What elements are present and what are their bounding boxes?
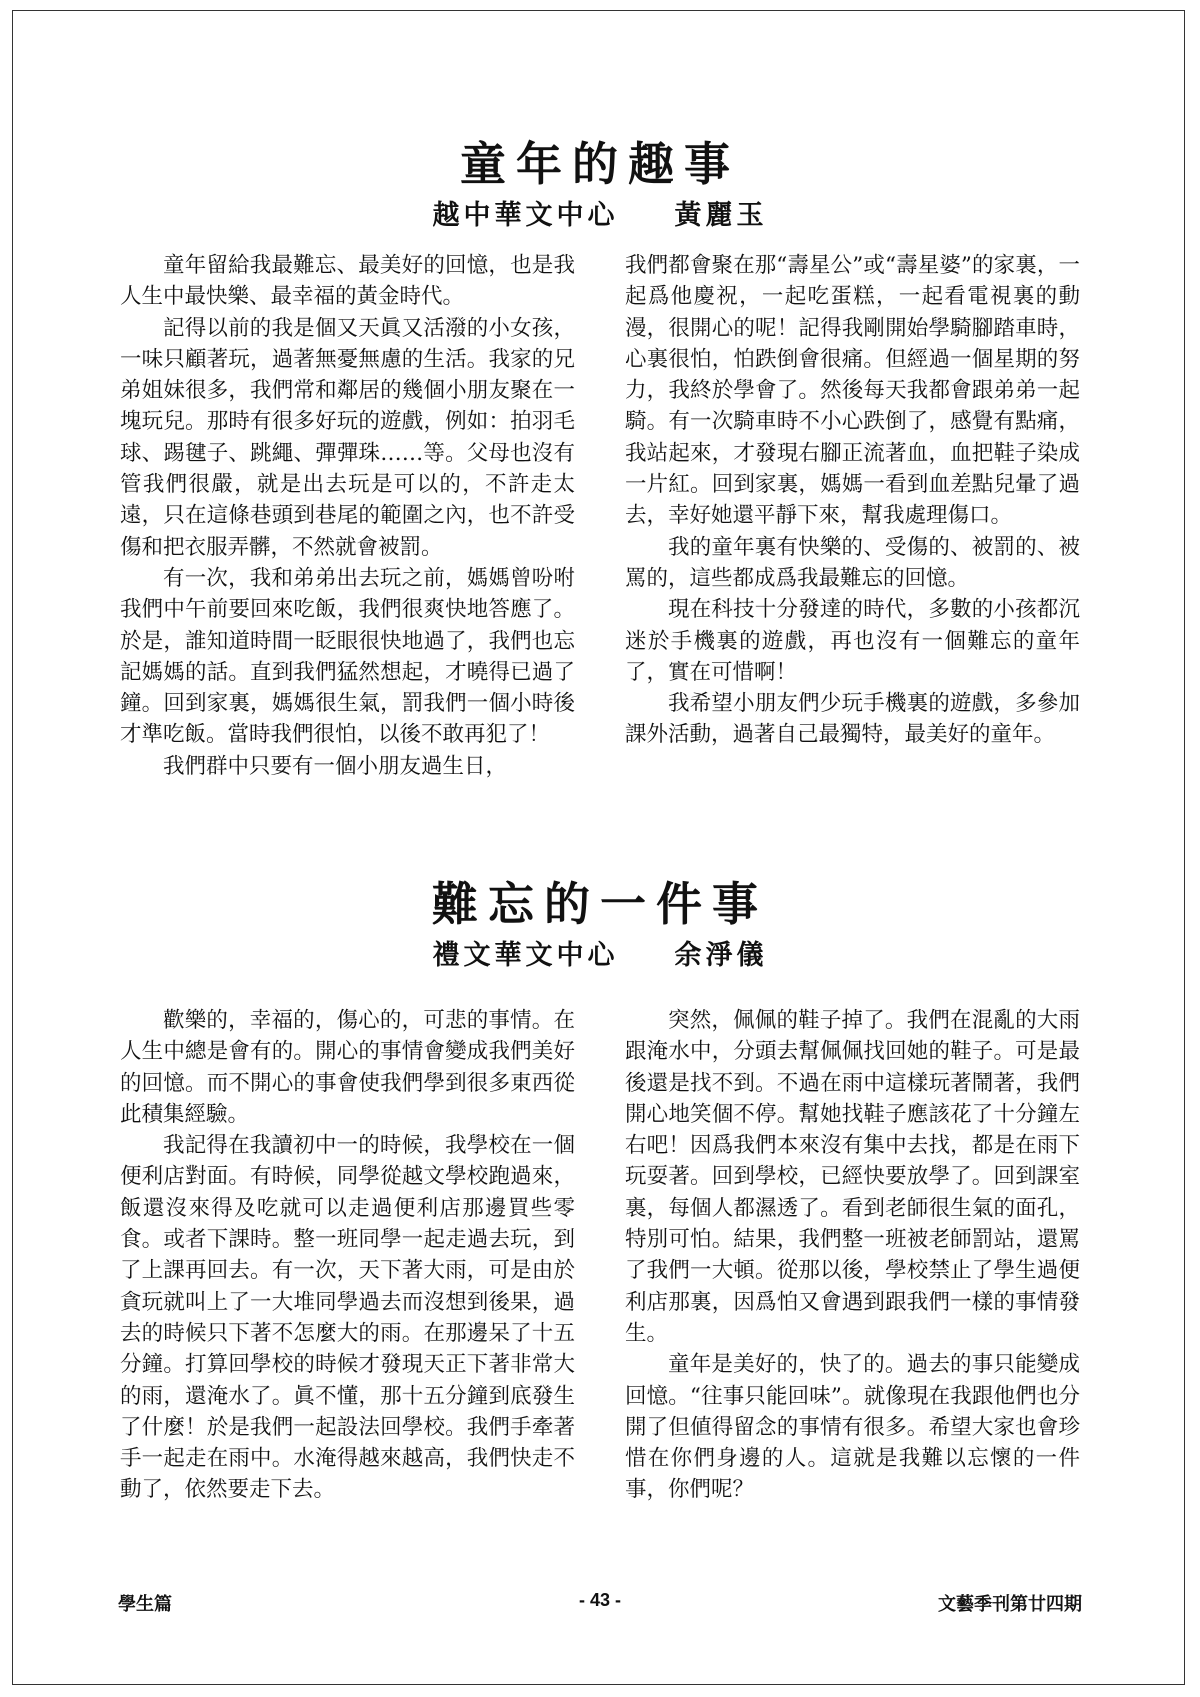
paragraph: 我們群中只要有一個小朋友過生日，	[163, 753, 508, 779]
article1-author: 黃麗玉	[674, 200, 768, 231]
article2-right-column	[625, 1005, 1080, 1506]
article2-title: 難忘的一件事	[432, 877, 768, 931]
footer-section: 學生篇	[118, 1594, 172, 1614]
footer-page-number: - 43 -	[578, 1590, 621, 1610]
paragraph: 我希望小朋友們少玩手機裏的遊戲，多參加課外活動，過著自己最獨特，最美好的童年。	[625, 691, 1080, 748]
article1-title: 童年的趣事	[460, 137, 740, 191]
paragraph: 童年留給我最難忘、最美好的回憶，也是我人生中最快樂、最幸福的黃金時代。	[120, 253, 575, 310]
article2-org: 禮文華文中心	[432, 940, 619, 971]
article2-left-column	[120, 1005, 575, 1506]
paragraph: 記得以前的我是個又天眞又活潑的小女孩，一味只顧著玩，過著無憂無慮的生活。我家的兄弟姐妹很多，我們常和鄰居的幾個小朋友聚在一塊玩兒。那時有很多好玩的遊戲，例如：拍羽毛球、踢毽子、跳繩、彈彈珠……等。父母也沒有管我們很嚴，就是出去玩是可以的，不許走太遠，只在這條巷頭到巷尾的範圍之內，也不許受傷和把衣服弄髒，不然就會被罰。	[120, 315, 575, 560]
paragraph: 現在科技十分發達的時代，多數的小孩都沉迷於手機裏的遊戲，再也沒有一個難忘的童年了，實在可惜啊！	[625, 597, 1080, 685]
article1-left-column	[120, 250, 575, 782]
article2-author: 余淨儀	[674, 940, 768, 971]
footer-publication: 文藝季刊第廿四期	[938, 1594, 1082, 1614]
paragraph: 童年是美好的，快了的。過去的事只能變成回憶。“往事只能回味”。就像現在我跟他們也分開了但値得留念的事情有很多。希望大家也會珍惜在你們身邊的人。這就是我難以忘懷的一件事，你們呢？	[625, 1352, 1080, 1503]
article1-byline	[0, 193, 1200, 232]
article1-right-column	[625, 250, 1080, 751]
paragraph: 歡樂的，幸福的，傷心的，可悲的事情。在人生中總是會有的。開心的事情會變成我們美好的回憶。而不開心的事會使我們學到很多東西從此積集經驗。	[120, 1008, 575, 1127]
paragraph: 突然，佩佩的鞋子掉了。我們在混亂的大雨跟淹水中，分頭去幫佩佩找回她的鞋子。可是最後還是找不到。不過在雨中這樣玩著鬧著，我們開心地笑個不停。幫她找鞋子應該花了十分鐘左右吧！因爲我們本來沒有集中去找，都是在雨下玩耍著。回到學校，已經快要放學了。回到課室裏，每個人都濕透了。看到老師很生氣的面孔，特別可怕。結果，我們整一班被老師罰站，還罵了我們一大頓。從那以後，學校禁止了學生過便利店那裏，因爲怕又會遇到跟我們一樣的事情發生。	[625, 1008, 1080, 1346]
paragraph: 我記得在我讀初中一的時候，我學校在一個便利店對面。有時候，同學從越文學校跑過來，飯還沒來得及吃就可以走過便利店那邊買些零食。或者下課時。整一班同學一起走過去玩，到了上課再回去。有一次，天下著大雨，可是由於貪玩就叫上了一大堆同學過去而沒想到後果，過去的時候只下著不怎麼大的雨。在那邊呆了十五分鐘。打算回學校的時候才發現天正下著非常大的雨，還淹水了。眞不懂，那十五分鐘到底發生了什麼！於是我們一起設法回學校。我們手牽著手一起走在雨中。水淹得越來越高，我們快走不動了，依然要走下去。	[120, 1133, 575, 1503]
paragraph: 我的童年裏有快樂的、受傷的、被罰的、被罵的，這些都成爲我最難忘的回憶。	[625, 534, 1080, 591]
article2-byline	[0, 933, 1200, 972]
paragraph-continued: 我們都會聚在那“壽星公”或“壽星婆”的家裏，一起爲他慶祝，一起吃蛋糕，一起看電視裏的動漫，很開心的呢！記得我剛開始學騎腳踏車時，心裏很怕，怕跌倒會很痛。但經過一個星期的努力，我終於學會了。然後每天我都會跟弟弟一起騎。有一次騎車時不小心跌倒了，感覺有點痛，我站起來，才發現右腳正流著血，血把鞋子染成一片紅。回到家裏，媽媽一看到血差點兒暈了過去，幸好她還平靜下來，幫我處理傷口。	[625, 253, 1080, 529]
article1-org: 越中華文中心	[432, 200, 619, 231]
paragraph: 有一次，我和弟弟出去玩之前，媽媽曾吩咐我們中午前要回來吃飯，我們很爽快地答應了。於是，誰知道時間一眨眼很快地過了，我們也忘記媽媽的話。直到我們猛然想起，才曉得已過了鐘。回到家裏，媽媽很生氣，罰我們一個小時後才準吃飯。當時我們很怕，以後不敢再犯了！	[120, 565, 575, 748]
